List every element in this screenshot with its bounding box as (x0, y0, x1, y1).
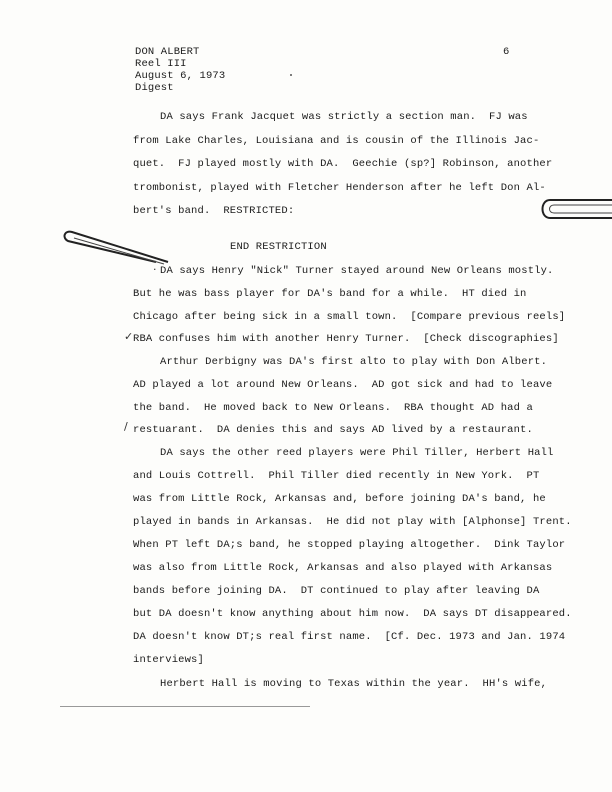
p3-line-3: the band. He moved back to New Orleans. RBA thought AD had a (133, 402, 533, 414)
stray-dot (290, 74, 292, 76)
p3-line-4: restuarant. DA denies this and says AD lived by a restaurant. (133, 424, 533, 436)
paperclip-right-icon (538, 196, 612, 226)
bottom-divider (60, 706, 310, 707)
p4-line-7: bands before joining DA. DT continued to play after leaving DA (133, 585, 540, 597)
slash-mark-icon: / (124, 420, 128, 433)
p3-line-1: Arthur Derbigny was DA's first alto to play with Don Albert. (160, 356, 548, 368)
p2-line-2: But he was bass player for DA's band for a while. HT died in (133, 288, 527, 300)
p1-line-5: bert's band. RESTRICTED: (133, 205, 295, 217)
p4-line-10: interviews] (133, 654, 204, 666)
end-restriction-label: END RESTRICTION (230, 241, 327, 253)
p2-line-3: Chicago after being sick in a small town. [Compare previous reels] (133, 311, 566, 323)
p4-line-3: was from Little Rock, Arkansas and, before joining DA's band, he (133, 493, 546, 505)
p1-line-2: from Lake Charles, Louisiana and is cousin of the Illinois Jac- (133, 135, 540, 147)
p3-line-2: AD played a lot around New Orleans. AD got sick and had to leave (133, 379, 553, 391)
p4-line-5: When PT left DA;s band, he stopped playing altogether. Dink Taylor (133, 539, 566, 551)
header-name: DON ALBERT (135, 46, 200, 58)
header-reel: Reel III (135, 58, 187, 70)
p1-line-1: DA says Frank Jacquet was strictly a section man. FJ was (160, 111, 528, 123)
p4-line-4: played in bands in Arkansas. He did not play with [Alphonse] Trent. (133, 516, 572, 528)
p2-line-4: RBA confuses him with another Henry Turner. [Check discographies] (133, 333, 559, 345)
p5-line-1: Herbert Hall is moving to Texas within the year. HH's wife, (160, 678, 548, 690)
p2-line-1: DA says Henry "Nick" Turner stayed around New Orleans mostly. (160, 265, 554, 277)
header-type: Digest (135, 82, 174, 94)
header-date: August 6, 1973 (135, 70, 226, 82)
check-mark-icon: ✓ (124, 330, 134, 343)
p4-line-8: but DA doesn't know anything about him now. DA says DT disappeared. (133, 608, 572, 620)
p4-line-2: and Louis Cottrell. Phil Tiller died recently in New York. PT (133, 470, 540, 482)
p4-line-1: DA says the other reed players were Phil Tiller, Herbert Hall (160, 447, 554, 459)
p4-line-9: DA doesn't know DT;s real first name. [Cf. Dec. 1973 and Jan. 1974 (133, 631, 566, 643)
p4-line-6: was also from Little Rock, Arkansas and also played with Arkansas (133, 562, 553, 574)
p1-line-3: quet. FJ played mostly with DA. Geechie (sp?] Robinson, another (133, 158, 553, 170)
page-number: 6 (503, 46, 510, 58)
margin-bullet: . (153, 260, 157, 273)
p1-line-4: trombonist, played with Fletcher Henderson after he left Don Al- (133, 182, 546, 194)
